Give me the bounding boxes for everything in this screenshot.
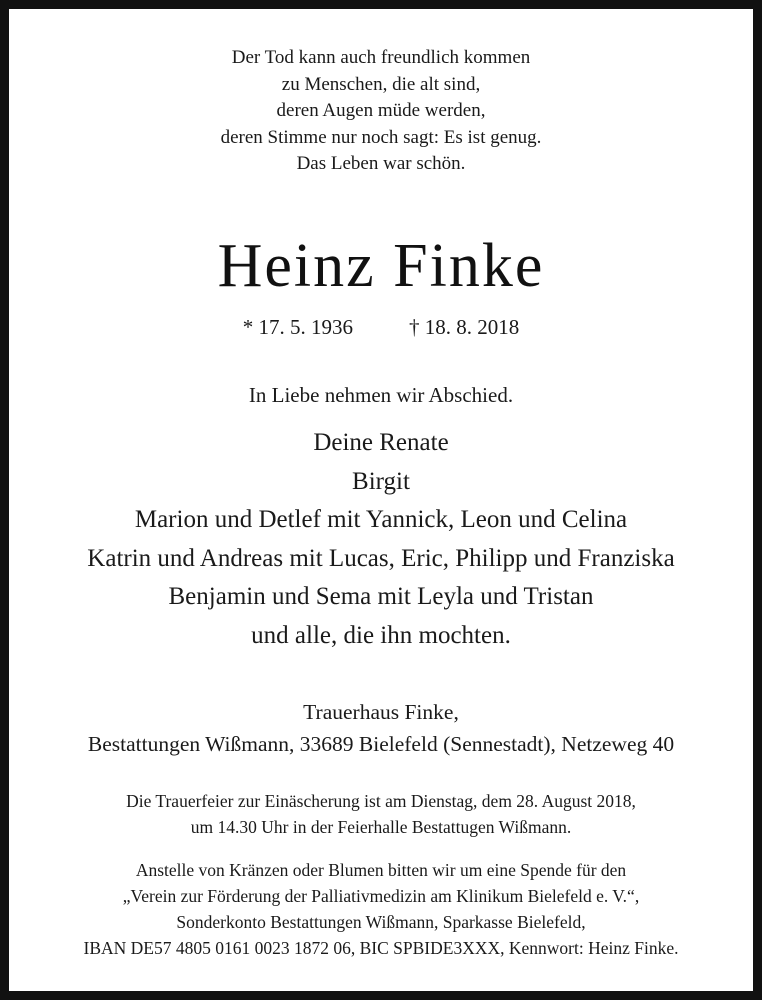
undertaker-line: Bestattungen Wißmann, 33689 Bielefeld (Sennestadt), Netzeweg 40 [87,732,675,756]
undertaker-line: Trauerhaus Finke, [303,700,459,724]
mourner-line: Katrin und Andreas mit Lucas, Eric, Philipp und Franziska [87,544,675,572]
poem-line: deren Augen müde werden, [276,100,486,121]
ceremony-notice [0,788,762,840]
farewell-line: In Liebe nehmen wir Abschied. [248,383,514,407]
donation-notice [0,857,762,961]
deceased-name: Heinz Finke [217,232,545,300]
mourner-line: Deine Renate [313,429,449,456]
donation-line: Anstelle von Kränzen oder Blumen bitten wir um eine Spende für den [135,860,627,880]
mourner-line: Benjamin und Sema mit Leyla und Tristan [168,583,594,610]
mourner-line: Birgit [352,467,410,495]
poem-line: zu Menschen, die alt sind, [281,73,481,95]
birth-date: * 17. 5. 1936 [242,315,353,339]
poem-line: deren Stimme nur noch sagt: Es ist genug. [220,126,542,148]
donation-line: „Verein zur Förderung der Palliativmedizin am Klinikum Bielefeld e. V.“, [122,886,640,906]
mourners-list [0,424,762,655]
poem-line: Das Leben war schön. [296,153,466,174]
mourner-line: und alle, die ihn mochten. [251,621,511,649]
life-dates [0,313,762,341]
poem [0,45,762,178]
donation-line: IBAN DE57 4805 0161 0023 1872 06, BIC SPBIDE3XXX, Kennwort: Heinz Finke. [83,938,679,958]
poem-line: Der Tod kann auch freundlich kommen [231,47,531,68]
donation-line: Sonderkonto Bestattungen Wißmann, Sparkasse Bielefeld, [176,912,586,932]
ceremony-line: um 14.30 Uhr in der Feierhalle Bestattugen Wißmann. [190,817,572,837]
ceremony-line: Die Trauerfeier zur Einäscherung ist am Dienstag, dem 28. August 2018, [126,791,636,811]
undertaker-address [0,696,762,760]
mourner-line: Marion und Detlef mit Yannick, Leon und Celina [134,506,628,533]
death-date: † 18. 8. 2018 [409,315,520,339]
